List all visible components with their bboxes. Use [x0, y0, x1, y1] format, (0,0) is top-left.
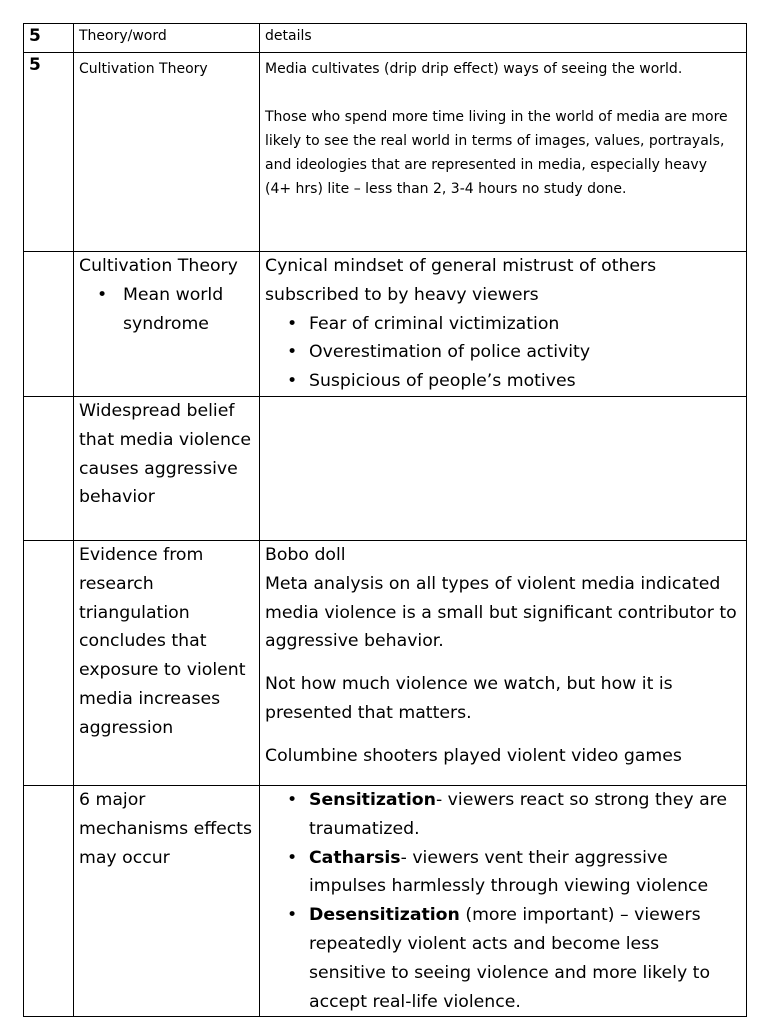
table-header-row [24, 24, 747, 53]
table-row [24, 785, 747, 1016]
details-bullet-list [265, 310, 741, 396]
mechanism-term: Desensitization [309, 905, 460, 926]
row-number [24, 252, 74, 397]
details-intro: Cynical mindset of general mistrust of others subscribed to by heavy viewers [265, 256, 657, 305]
mechanism-text: (more important) – viewers repeatedly violent acts and become less sensitive to seeing violence and more likely to accept real-life violence. [309, 905, 711, 1012]
row-details [260, 252, 747, 397]
word-text: Widespread belief that media violence causes aggressive behavior [79, 400, 252, 508]
word-bullet-list [119, 281, 254, 339]
word-bullet-item: • Mean world syndrome [119, 281, 254, 339]
row-word [74, 53, 260, 252]
row-number [24, 396, 74, 540]
row-details [260, 53, 747, 252]
row-word [74, 252, 260, 397]
details-paragraph: Media cultivates (drip drip effect) ways of seeing the world. [265, 61, 683, 77]
details-bullet-item: • Fear of criminal victimization [309, 310, 741, 339]
details-paragraph: Meta analysis on all types of violent media indicated media violence is a small but significant contributor to aggressive behavior. [265, 573, 737, 652]
table-row [24, 396, 747, 540]
row-word [74, 396, 260, 540]
header-theory-word: Theory/word [74, 24, 260, 53]
table-row [24, 540, 747, 785]
mechanism-item [309, 844, 741, 902]
row-details [260, 785, 747, 1016]
row-number [24, 540, 74, 785]
word-text: Cultivation Theory [79, 256, 238, 276]
mechanism-term: Sensitization [309, 789, 436, 810]
details-paragraph: Those who spend more time living in the world of media are more likely to see the real world in terms of images, values, portrayals, and ideologies that are represented in media, especially heavy (4+ hrs) lite – less than 2, 3-4 hours no study done. [265, 109, 728, 197]
table-row [24, 252, 747, 397]
notes-table [23, 23, 747, 1017]
row-number [24, 785, 74, 1016]
details-paragraph: Not how much violence we watch, but how it is presented that matters. [265, 674, 673, 723]
header-details: details [260, 24, 747, 53]
row-word [74, 785, 260, 1016]
details-bullet-item: • Overestimation of police activity [309, 338, 741, 367]
table-row [24, 53, 747, 252]
mechanism-list [265, 786, 741, 1016]
row-word [74, 540, 260, 785]
mechanism-item [309, 901, 741, 1016]
details-bullet-item: • Suspicious of people’s motives [309, 367, 741, 396]
word-text: 6 major mechanisms effects may occur [79, 789, 253, 868]
row-details [260, 396, 747, 540]
mechanism-term: Catharsis [309, 847, 401, 868]
details-paragraph: Columbine shooters played violent video games [265, 745, 682, 766]
word-text: Cultivation Theory [79, 61, 208, 77]
word-text: Evidence from research triangulation concludes that exposure to violent media increases aggression [79, 544, 246, 738]
mechanism-text: - viewers react so strong they are traumatized. [309, 789, 728, 839]
row-details [260, 540, 747, 785]
row-number: 5 [24, 53, 74, 252]
header-number: 5 [24, 24, 74, 53]
details-paragraph: Bobo doll [265, 544, 346, 565]
mechanism-text: - viewers vent their aggressive impulses harmlessly through viewing violence [309, 847, 709, 897]
mechanism-item [309, 786, 741, 844]
